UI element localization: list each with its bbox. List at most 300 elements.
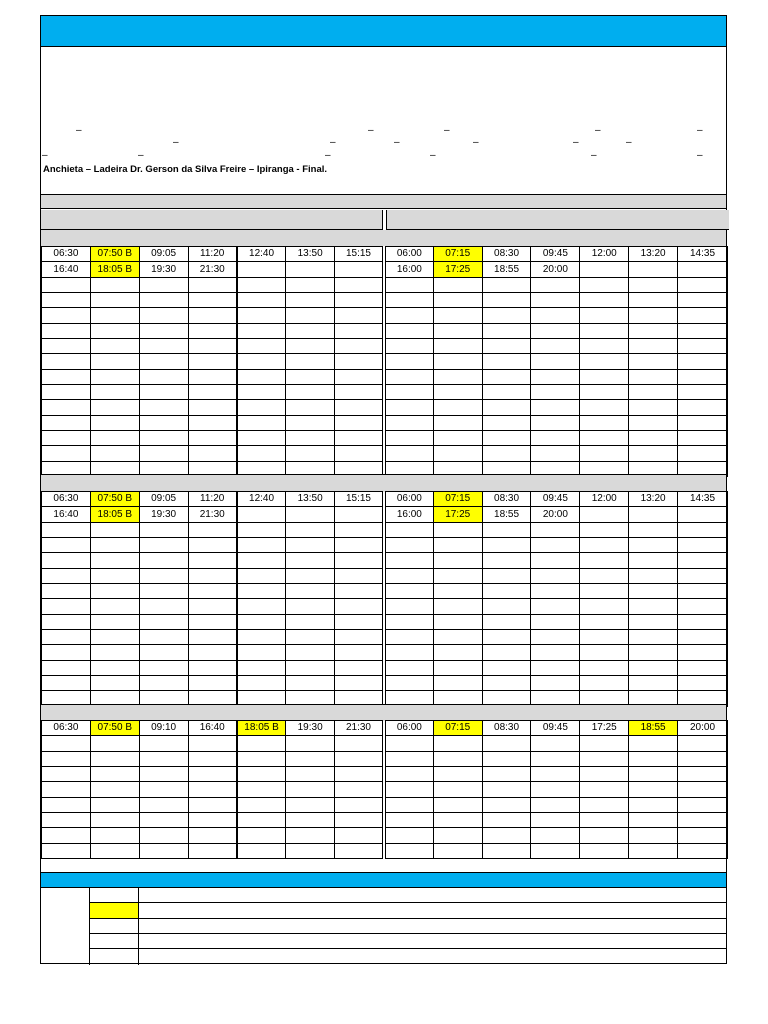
timetable-saturday <box>41 491 728 707</box>
table-row <box>42 751 728 766</box>
left-time-cell <box>188 385 237 400</box>
right-time-cell <box>482 767 531 782</box>
left-time-cell: 21:30 <box>188 262 237 277</box>
left-time-cell <box>90 797 139 812</box>
right-time-cell <box>433 736 482 751</box>
left-time-cell <box>237 293 286 308</box>
right-time-cell <box>580 599 629 614</box>
legend-table <box>41 887 726 965</box>
right-time-cell <box>629 614 678 629</box>
dash-mark: – <box>444 125 450 136</box>
left-time-cell <box>42 614 91 629</box>
right-time-cell <box>482 782 531 797</box>
right-time-cell <box>384 584 433 599</box>
right-time-cell <box>629 415 678 430</box>
right-time-cell <box>580 262 629 277</box>
left-time-cell <box>139 828 188 843</box>
dash-mark: – <box>595 125 601 136</box>
left-time-cell <box>42 828 91 843</box>
right-time-cell <box>482 339 531 354</box>
dash-mark: – <box>394 137 400 148</box>
dash-mark: – <box>473 137 479 148</box>
right-time-cell <box>531 630 580 645</box>
right-time-cell <box>384 813 433 828</box>
left-time-cell <box>139 293 188 308</box>
left-time-cell <box>90 660 139 675</box>
right-time-cell <box>384 522 433 537</box>
dash-mark: – <box>573 137 579 148</box>
dash-mark: – <box>138 150 144 161</box>
left-time-cell <box>42 736 91 751</box>
left-time-cell <box>335 813 384 828</box>
right-time-cell <box>580 339 629 354</box>
right-time-cell <box>482 308 531 323</box>
right-time-cell <box>678 736 728 751</box>
right-time-cell <box>678 813 728 828</box>
left-time-cell <box>139 584 188 599</box>
left-time-cell: 21:30 <box>335 721 384 736</box>
dash-mark: – <box>591 150 597 161</box>
right-time-cell: 06:00 <box>384 492 433 507</box>
left-time-cell <box>188 584 237 599</box>
left-time-cell <box>286 736 335 751</box>
right-time-cell <box>531 676 580 691</box>
right-time-cell: 14:35 <box>678 247 728 262</box>
right-time-cell <box>580 354 629 369</box>
right-time-cell <box>678 614 728 629</box>
left-time-cell <box>335 323 384 338</box>
right-time-cell <box>580 660 629 675</box>
right-time-cell <box>384 293 433 308</box>
left-time-cell <box>42 568 91 583</box>
right-time-cell <box>384 446 433 461</box>
left-time-cell <box>42 293 91 308</box>
left-time-cell: 06:30 <box>42 721 91 736</box>
right-time-cell <box>678 431 728 446</box>
right-time-cell <box>384 767 433 782</box>
left-time-cell: 19:30 <box>139 262 188 277</box>
table-row <box>42 813 728 828</box>
right-time-cell <box>384 400 433 415</box>
right-time-cell <box>678 828 728 843</box>
left-time-cell <box>90 522 139 537</box>
left-time-cell <box>237 507 286 522</box>
right-time-cell: 07:15 <box>433 247 482 262</box>
left-time-cell: 12:40 <box>237 247 286 262</box>
right-time-cell: 18:55 <box>482 262 531 277</box>
right-time-cell <box>629 676 678 691</box>
left-time-cell <box>335 385 384 400</box>
right-time-cell <box>531 828 580 843</box>
left-time-cell <box>335 630 384 645</box>
left-time-cell <box>237 843 286 858</box>
table-row <box>42 262 728 277</box>
left-time-cell <box>188 369 237 384</box>
right-time-cell <box>531 415 580 430</box>
left-time-cell <box>188 736 237 751</box>
right-time-cell <box>433 446 482 461</box>
right-time-cell <box>531 599 580 614</box>
left-time-cell <box>237 385 286 400</box>
left-time-cell <box>237 431 286 446</box>
right-time-cell <box>629 782 678 797</box>
left-time-cell: 07:50 B <box>90 247 139 262</box>
right-time-cell <box>482 385 531 400</box>
right-time-cell: 17:25 <box>580 721 629 736</box>
right-time-cell <box>678 645 728 660</box>
right-time-cell <box>482 843 531 858</box>
right-time-cell <box>531 751 580 766</box>
right-time-cell <box>678 385 728 400</box>
left-time-cell <box>42 843 91 858</box>
left-time-cell: 18:05 B <box>90 507 139 522</box>
right-time-cell <box>580 323 629 338</box>
right-time-cell <box>580 415 629 430</box>
left-time-cell <box>139 782 188 797</box>
left-time-cell <box>139 400 188 415</box>
right-time-cell <box>629 507 678 522</box>
left-time-cell: 06:30 <box>42 247 91 262</box>
right-time-cell <box>482 568 531 583</box>
left-time-cell <box>188 553 237 568</box>
left-time-cell <box>188 751 237 766</box>
table-row <box>42 507 728 522</box>
right-time-cell: 12:00 <box>580 492 629 507</box>
right-time-cell <box>433 676 482 691</box>
left-time-cell <box>188 293 237 308</box>
left-time-cell <box>90 293 139 308</box>
table-row <box>42 797 728 812</box>
left-time-cell <box>139 415 188 430</box>
left-time-cell <box>42 751 91 766</box>
right-time-cell <box>629 553 678 568</box>
left-time-cell <box>188 843 237 858</box>
left-time-cell <box>42 308 91 323</box>
right-time-cell <box>482 354 531 369</box>
left-time-cell <box>335 293 384 308</box>
table-row <box>42 492 728 507</box>
direction-header-left <box>41 210 383 230</box>
left-time-cell <box>188 277 237 292</box>
right-time-cell <box>531 813 580 828</box>
right-time-cell <box>531 385 580 400</box>
right-time-cell <box>678 293 728 308</box>
day-type-bar-2 <box>41 474 726 492</box>
left-time-cell <box>90 431 139 446</box>
left-time-cell <box>90 614 139 629</box>
left-time-cell <box>335 369 384 384</box>
left-time-cell <box>90 354 139 369</box>
right-time-cell <box>531 400 580 415</box>
right-time-cell <box>531 782 580 797</box>
right-time-cell <box>580 797 629 812</box>
left-time-cell <box>42 400 91 415</box>
right-time-cell <box>580 568 629 583</box>
left-time-cell: 06:30 <box>42 492 91 507</box>
left-time-cell <box>42 354 91 369</box>
right-time-cell: 17:25 <box>433 507 482 522</box>
left-time-cell <box>286 568 335 583</box>
right-time-cell <box>580 431 629 446</box>
left-time-cell <box>237 354 286 369</box>
left-time-cell: 12:40 <box>237 492 286 507</box>
left-time-cell <box>237 262 286 277</box>
right-time-cell <box>433 277 482 292</box>
left-time-cell <box>286 308 335 323</box>
right-time-cell <box>531 277 580 292</box>
right-time-cell: 06:00 <box>384 247 433 262</box>
left-time-cell <box>90 767 139 782</box>
left-time-cell <box>335 660 384 675</box>
right-time-cell <box>433 568 482 583</box>
left-time-cell <box>335 522 384 537</box>
right-time-cell <box>580 828 629 843</box>
right-time-cell <box>678 751 728 766</box>
dash-mark: – <box>330 137 336 148</box>
left-time-cell <box>188 431 237 446</box>
right-time-cell <box>629 828 678 843</box>
right-time-cell <box>384 385 433 400</box>
right-time-cell <box>482 630 531 645</box>
left-time-cell <box>237 323 286 338</box>
right-time-cell <box>580 385 629 400</box>
table-row <box>42 645 728 660</box>
right-time-cell: 16:00 <box>384 262 433 277</box>
left-time-cell <box>188 630 237 645</box>
left-time-cell <box>90 415 139 430</box>
left-time-cell: 18:05 B <box>237 721 286 736</box>
left-time-cell: 07:50 B <box>90 721 139 736</box>
right-time-cell <box>482 553 531 568</box>
right-time-cell: 06:00 <box>384 721 433 736</box>
left-time-cell <box>139 599 188 614</box>
left-time-cell <box>237 308 286 323</box>
left-time-cell <box>237 736 286 751</box>
right-time-cell <box>482 400 531 415</box>
left-time-cell <box>335 446 384 461</box>
left-time-cell <box>42 385 91 400</box>
left-time-cell <box>335 308 384 323</box>
left-time-cell: 11:20 <box>188 247 237 262</box>
table-row <box>42 736 728 751</box>
timetable-weekday <box>41 246 728 477</box>
left-time-cell <box>237 446 286 461</box>
right-time-cell <box>678 660 728 675</box>
route-description: Anchieta – Ladeira Dr. Gerson da Silva Freire – Ipiranga - Final. <box>43 164 328 175</box>
right-time-cell <box>482 431 531 446</box>
right-time-cell <box>433 400 482 415</box>
left-time-cell <box>335 538 384 553</box>
right-time-cell <box>531 614 580 629</box>
left-time-cell <box>42 630 91 645</box>
right-time-cell <box>433 645 482 660</box>
table-row <box>42 614 728 629</box>
left-time-cell <box>188 308 237 323</box>
dash-mark: – <box>76 125 82 136</box>
right-time-cell <box>678 415 728 430</box>
left-time-cell: 16:40 <box>42 507 91 522</box>
left-time-cell <box>237 797 286 812</box>
left-time-cell <box>139 339 188 354</box>
left-time-cell <box>335 782 384 797</box>
right-time-cell: 14:35 <box>678 492 728 507</box>
left-time-cell <box>139 553 188 568</box>
left-time-cell <box>237 400 286 415</box>
right-time-cell: 07:15 <box>433 721 482 736</box>
left-time-cell <box>237 415 286 430</box>
right-time-cell <box>482 736 531 751</box>
left-time-cell: 13:50 <box>286 247 335 262</box>
table-row <box>42 630 728 645</box>
table-row <box>42 400 728 415</box>
highlight-legend-swatch <box>90 903 138 918</box>
left-time-cell <box>286 400 335 415</box>
left-time-cell <box>286 553 335 568</box>
left-time-cell <box>90 736 139 751</box>
right-time-cell <box>678 400 728 415</box>
right-time-cell <box>433 584 482 599</box>
right-time-cell <box>629 843 678 858</box>
left-time-cell <box>237 369 286 384</box>
right-time-cell <box>384 339 433 354</box>
right-time-cell <box>384 323 433 338</box>
left-time-cell <box>335 553 384 568</box>
dash-mark: – <box>626 137 632 148</box>
table-row <box>42 660 728 675</box>
right-time-cell <box>482 293 531 308</box>
right-time-cell <box>433 813 482 828</box>
left-time-cell <box>90 813 139 828</box>
left-time-cell: 13:50 <box>286 492 335 507</box>
right-time-cell <box>629 293 678 308</box>
right-time-cell <box>482 599 531 614</box>
left-time-cell <box>90 751 139 766</box>
right-time-cell <box>629 323 678 338</box>
left-time-cell <box>42 339 91 354</box>
left-time-cell <box>188 660 237 675</box>
right-time-cell <box>678 782 728 797</box>
left-time-cell <box>188 782 237 797</box>
left-time-cell <box>286 507 335 522</box>
left-time-cell <box>237 782 286 797</box>
left-time-cell: 15:15 <box>335 492 384 507</box>
left-time-cell <box>188 599 237 614</box>
right-time-cell <box>629 584 678 599</box>
right-time-cell <box>580 584 629 599</box>
right-time-cell <box>580 553 629 568</box>
left-time-cell <box>139 568 188 583</box>
left-time-cell <box>42 522 91 537</box>
right-time-cell <box>629 767 678 782</box>
left-time-cell <box>286 751 335 766</box>
dash-mark: – <box>368 125 374 136</box>
table-row <box>42 308 728 323</box>
right-time-cell <box>482 751 531 766</box>
right-time-cell <box>433 293 482 308</box>
left-time-cell: 15:15 <box>335 247 384 262</box>
left-time-cell <box>335 843 384 858</box>
right-time-cell <box>629 262 678 277</box>
right-time-cell <box>678 538 728 553</box>
left-time-cell <box>139 843 188 858</box>
left-time-cell <box>42 584 91 599</box>
left-time-cell <box>90 277 139 292</box>
table-row <box>42 721 728 736</box>
left-time-cell <box>286 843 335 858</box>
left-time-cell <box>90 599 139 614</box>
left-time-cell <box>42 415 91 430</box>
right-time-cell <box>433 522 482 537</box>
left-time-cell <box>42 797 91 812</box>
right-time-cell <box>678 584 728 599</box>
right-time-cell <box>433 415 482 430</box>
right-time-cell <box>678 308 728 323</box>
right-time-cell <box>629 522 678 537</box>
right-time-cell <box>433 599 482 614</box>
left-time-cell <box>188 323 237 338</box>
direction-header-right <box>386 210 729 230</box>
right-time-cell <box>531 308 580 323</box>
table-row <box>42 323 728 338</box>
left-time-cell <box>286 599 335 614</box>
left-time-cell: 21:30 <box>188 507 237 522</box>
left-time-cell <box>139 431 188 446</box>
left-time-cell <box>237 676 286 691</box>
right-time-cell <box>531 446 580 461</box>
right-time-cell <box>580 676 629 691</box>
left-time-cell <box>139 660 188 675</box>
left-time-cell <box>188 538 237 553</box>
right-time-cell <box>433 614 482 629</box>
right-time-cell <box>531 645 580 660</box>
left-time-cell <box>90 385 139 400</box>
left-time-cell <box>139 522 188 537</box>
right-time-cell <box>580 645 629 660</box>
right-time-cell <box>629 339 678 354</box>
right-time-cell <box>531 767 580 782</box>
dash-mark: – <box>173 137 179 148</box>
left-time-cell <box>335 339 384 354</box>
right-time-cell <box>629 645 678 660</box>
left-time-cell <box>139 446 188 461</box>
legend-title-bar <box>41 872 726 888</box>
right-time-cell <box>629 354 678 369</box>
right-time-cell <box>433 538 482 553</box>
right-time-cell <box>384 431 433 446</box>
right-time-cell <box>433 767 482 782</box>
left-time-cell <box>237 813 286 828</box>
left-time-cell <box>188 767 237 782</box>
right-time-cell <box>678 767 728 782</box>
right-time-cell <box>629 400 678 415</box>
left-time-cell <box>335 797 384 812</box>
right-time-cell <box>482 522 531 537</box>
right-time-cell <box>482 676 531 691</box>
right-time-cell <box>580 369 629 384</box>
left-time-cell <box>139 538 188 553</box>
schedule-sheet <box>40 15 727 964</box>
right-time-cell: 12:00 <box>580 247 629 262</box>
left-time-cell <box>237 538 286 553</box>
right-time-cell <box>531 797 580 812</box>
left-time-cell <box>335 262 384 277</box>
table-row <box>42 354 728 369</box>
right-time-cell <box>678 843 728 858</box>
left-time-cell <box>237 522 286 537</box>
right-time-cell <box>629 538 678 553</box>
right-time-cell <box>531 538 580 553</box>
left-time-cell <box>90 446 139 461</box>
